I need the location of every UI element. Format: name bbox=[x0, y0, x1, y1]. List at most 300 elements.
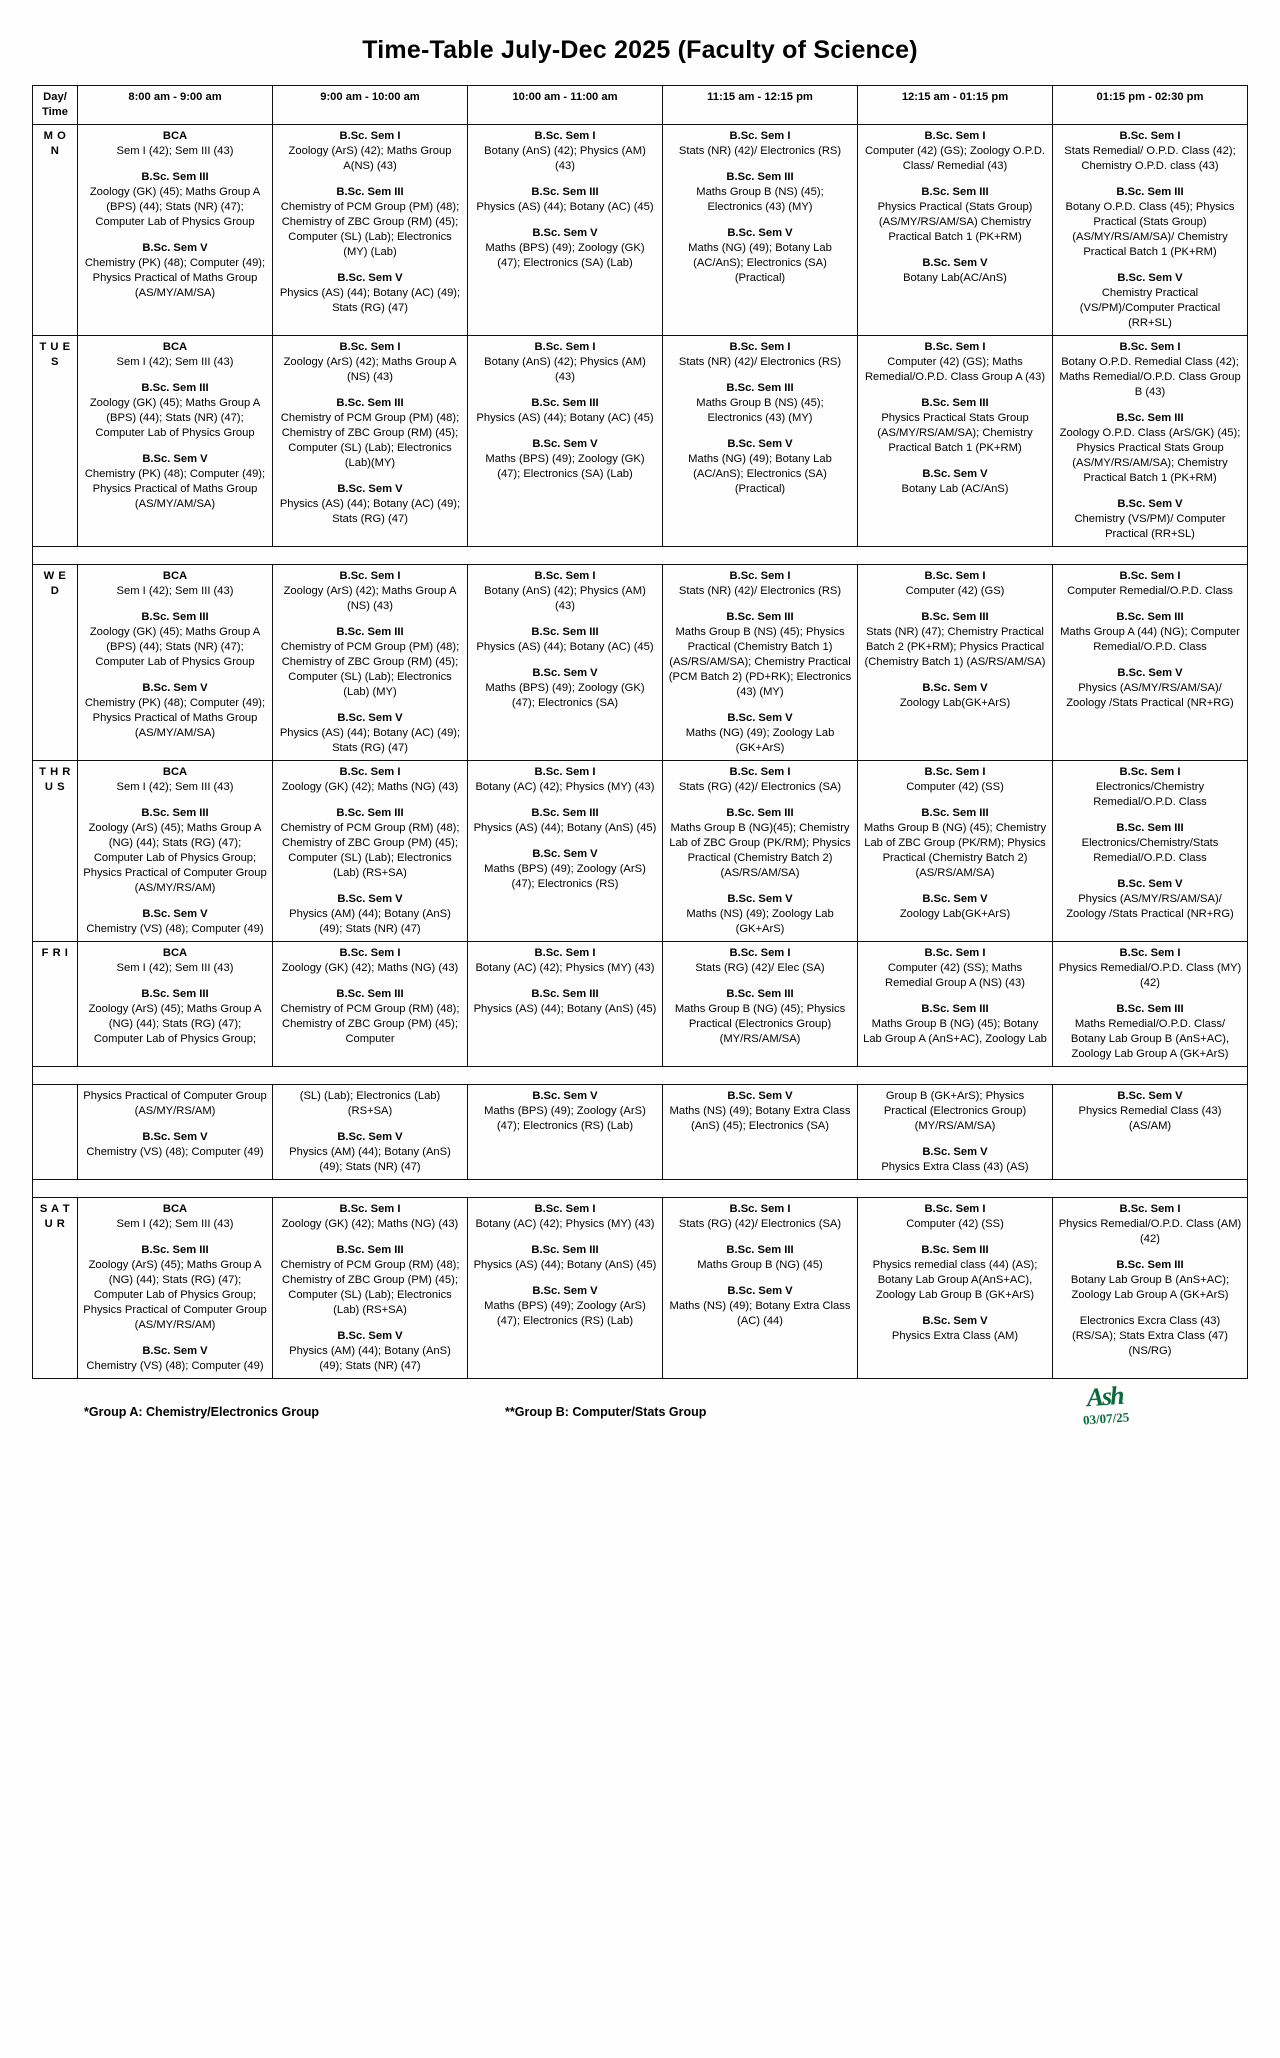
session-detail: Computer Remedial/O.P.D. Class bbox=[1067, 585, 1233, 597]
session-block bbox=[668, 892, 852, 937]
session-heading: B.Sc. Sem I bbox=[534, 947, 596, 959]
session-heading: B.Sc. Sem V bbox=[142, 1131, 208, 1143]
session-detail: Sem I (42); Sem III (43) bbox=[116, 145, 234, 157]
session-cell bbox=[858, 1085, 1053, 1180]
session-heading: B.Sc. Sem I bbox=[534, 766, 596, 778]
session-block bbox=[863, 806, 1047, 881]
session-cell bbox=[663, 942, 858, 1067]
session-detail: Maths Group B (NS) (45); Physics Practical (Chemistry Batch 1) (AS/RS/AM/SA); Chemistry Practical (PCM Batch 2) (PD+RK); Electronics (43) (MY) bbox=[668, 626, 852, 698]
day-label: T H R U S bbox=[33, 761, 78, 942]
session-block bbox=[863, 1314, 1047, 1344]
session-heading: B.Sc. Sem I bbox=[339, 766, 401, 778]
session-cell bbox=[663, 565, 858, 761]
timetable-header bbox=[33, 86, 1248, 125]
session-block bbox=[668, 1284, 852, 1329]
session-detail: Maths (NS) (49); Botany Extra Class (AC) (44) bbox=[669, 1300, 851, 1327]
session-block bbox=[278, 340, 462, 385]
session-heading: B.Sc. Sem V bbox=[142, 1345, 208, 1357]
session-cell bbox=[273, 1085, 468, 1180]
session-block bbox=[278, 129, 462, 174]
session-heading: B.Sc. Sem III bbox=[141, 1244, 209, 1256]
session-detail: Physics (AS) (44); Botany (AC) (45) bbox=[476, 201, 654, 213]
session-detail: Chemistry (VS) (48); Computer (49) bbox=[86, 1360, 264, 1372]
session-heading: B.Sc. Sem III bbox=[141, 611, 209, 623]
session-block bbox=[863, 1243, 1047, 1303]
session-heading: B.Sc. Sem V bbox=[532, 438, 598, 450]
session-heading: B.Sc. Sem I bbox=[729, 1203, 791, 1215]
session-cell bbox=[858, 336, 1053, 547]
session-detail: Stats (RG) (42)/ Electronics (SA) bbox=[678, 781, 842, 793]
session-block bbox=[863, 946, 1047, 991]
session-heading: BCA bbox=[162, 766, 188, 778]
session-block bbox=[668, 765, 852, 795]
session-cell bbox=[858, 565, 1053, 761]
session-detail: Maths (BPS) (49); Zoology (ArS) (47); Electronics (RS) (Lab) bbox=[484, 1300, 646, 1327]
session-heading: B.Sc. Sem V bbox=[1117, 272, 1183, 284]
session-cell bbox=[78, 761, 273, 942]
session-block bbox=[1058, 666, 1242, 711]
session-heading: B.Sc. Sem I bbox=[339, 130, 401, 142]
session-heading: B.Sc. Sem V bbox=[337, 1131, 403, 1143]
session-block bbox=[668, 1089, 852, 1134]
session-cell bbox=[1053, 125, 1248, 336]
session-heading: B.Sc. Sem I bbox=[339, 947, 401, 959]
row-separator bbox=[33, 547, 1248, 565]
day-label: W E D bbox=[33, 565, 78, 761]
session-detail: Maths Group B (NS) (45); Electronics (43) (MY) bbox=[696, 186, 824, 213]
session-heading: B.Sc. Sem III bbox=[921, 611, 989, 623]
session-cell bbox=[273, 1198, 468, 1379]
session-detail: Maths (NG) (49); Botany Lab (AC/AnS); Electronics (SA) (Practical) bbox=[688, 242, 832, 284]
session-block bbox=[278, 711, 462, 756]
session-heading: B.Sc. Sem III bbox=[921, 397, 989, 409]
session-detail: Chemistry of PCM Group (PM) (48); Chemistry of ZBC Group (RM) (45); Computer (SL) (Lab); Electronics (Lab) (MY) bbox=[280, 641, 460, 698]
timetable-row bbox=[33, 942, 1248, 1067]
session-block bbox=[668, 129, 852, 159]
session-detail: Zoology (ArS) (45); Maths Group A (NG) (44); Stats (RG) (47); Computer Lab of Physics Group; bbox=[88, 1003, 262, 1045]
session-block bbox=[473, 987, 657, 1017]
session-block bbox=[83, 170, 267, 230]
session-detail: Stats Remedial/ O.P.D. Class (42); Chemistry O.P.D. class (43) bbox=[1064, 145, 1236, 172]
session-block bbox=[83, 1344, 267, 1374]
session-block bbox=[83, 681, 267, 741]
session-block bbox=[668, 711, 852, 756]
session-block bbox=[83, 987, 267, 1047]
session-block bbox=[278, 765, 462, 795]
session-heading: B.Sc. Sem V bbox=[532, 227, 598, 239]
session-heading: B.Sc. Sem I bbox=[729, 570, 791, 582]
session-block bbox=[668, 226, 852, 286]
session-block bbox=[1058, 411, 1242, 486]
session-detail: Zoology (ArS) (45); Maths Group A (NG) (44); Stats (RG) (47); Computer Lab of Physics Group; Physics Practical of Computer Group (AS/MY/RS/AM) bbox=[83, 1259, 267, 1331]
footnote-group-b: **Group B: Computer/Stats Group bbox=[505, 1405, 707, 1419]
session-detail: Physics (AS) (44); Botany (AnS) (45) bbox=[473, 1003, 657, 1015]
session-heading: B.Sc. Sem V bbox=[337, 272, 403, 284]
session-cell bbox=[858, 1198, 1053, 1379]
session-detail: Physics (AS) (44); Botany (AnS) (45) bbox=[473, 822, 657, 834]
session-block bbox=[668, 340, 852, 370]
session-cell bbox=[78, 125, 273, 336]
session-detail: Physics (AM) (44); Botany (AnS) (49); Stats (NR) (47) bbox=[289, 1345, 451, 1372]
session-detail: Stats (NR) (42)/ Electronics (RS) bbox=[678, 145, 842, 157]
session-heading: B.Sc. Sem III bbox=[531, 186, 599, 198]
session-detail: Computer (42) (GS); Maths Remedial/O.P.D. Class Group A (43) bbox=[864, 356, 1046, 383]
session-heading: B.Sc. Sem I bbox=[1119, 947, 1181, 959]
session-detail: Electronics/Chemistry/Stats Remedial/O.P.D. Class bbox=[1081, 837, 1219, 864]
session-block bbox=[83, 129, 267, 159]
session-heading: B.Sc. Sem V bbox=[532, 1090, 598, 1102]
session-cell bbox=[663, 336, 858, 547]
session-detail: Botany (AnS) (42); Physics (AM) (43) bbox=[484, 356, 646, 383]
session-heading: B.Sc. Sem V bbox=[337, 712, 403, 724]
session-cell bbox=[663, 1085, 858, 1180]
session-detail: Chemistry (VS) (48); Computer (49) bbox=[86, 923, 264, 935]
session-heading: B.Sc. Sem I bbox=[924, 766, 986, 778]
session-heading: B.Sc. Sem III bbox=[1116, 611, 1184, 623]
session-detail: Maths Group B (NG) (45) bbox=[697, 1259, 823, 1271]
session-block bbox=[1058, 271, 1242, 331]
session-detail: Maths (BPS) (49); Zoology (GK) (47); Electronics (SA) (Lab) bbox=[485, 453, 645, 480]
session-detail: Physics (AS) (44); Botany (AC) (49); Stats (RG) (47) bbox=[279, 727, 461, 754]
session-block bbox=[863, 256, 1047, 286]
session-block bbox=[668, 946, 852, 976]
session-detail: Zoology (GK) (42); Maths (NG) (43) bbox=[281, 1218, 459, 1230]
column-header-0: 8:00 am - 9:00 am bbox=[78, 86, 273, 125]
session-detail: Botany (AC) (42); Physics (MY) (43) bbox=[475, 1218, 655, 1230]
day-label: T U E S bbox=[33, 336, 78, 547]
session-block bbox=[1058, 765, 1242, 810]
timetable-row bbox=[33, 1085, 1248, 1180]
session-detail: Stats (NR) (42)/ Electronics (RS) bbox=[678, 356, 842, 368]
session-block bbox=[473, 437, 657, 482]
session-heading: B.Sc. Sem V bbox=[727, 893, 793, 905]
session-detail: Maths Remedial/O.P.D. Class/ Botany Lab Group B (AnS+AC), Zoology Lab Group A (GK+ArS) bbox=[1070, 1018, 1230, 1060]
session-heading: B.Sc. Sem III bbox=[921, 1003, 989, 1015]
session-block bbox=[863, 892, 1047, 922]
session-detail: Computer (42) (SS) bbox=[906, 1218, 1004, 1230]
session-cell bbox=[468, 1085, 663, 1180]
session-detail: Computer (42) (SS) bbox=[906, 781, 1004, 793]
session-block bbox=[668, 1243, 852, 1273]
session-heading: B.Sc. Sem V bbox=[922, 893, 988, 905]
session-detail: Computer (42) (GS) bbox=[905, 585, 1005, 597]
session-block bbox=[278, 892, 462, 937]
session-heading: B.Sc. Sem I bbox=[924, 570, 986, 582]
session-detail: Chemistry of PCM Group (PM) (48); Chemistry of ZBC Group (RM) (45); Computer (SL) (Lab); Electronics (MY) (Lab) bbox=[280, 201, 460, 258]
session-detail: Electronics Excra Class (43) (RS/SA); Stats Extra Class (47) (NS/RG) bbox=[1071, 1315, 1229, 1357]
session-heading: B.Sc. Sem V bbox=[922, 468, 988, 480]
session-block bbox=[668, 170, 852, 215]
session-detail: Sem I (42); Sem III (43) bbox=[116, 962, 234, 974]
session-heading: B.Sc. Sem III bbox=[921, 186, 989, 198]
session-block bbox=[863, 396, 1047, 456]
session-detail: Stats (RG) (42)/ Elec (SA) bbox=[695, 962, 825, 974]
session-detail: Botany O.P.D. Class (45); Physics Practical (Stats Group) (AS/MY/RS/AM/SA)/ Chemistry Practical Batch 1 (PK+RM) bbox=[1065, 201, 1235, 258]
session-heading: B.Sc. Sem I bbox=[729, 766, 791, 778]
session-heading: B.Sc. Sem I bbox=[924, 1203, 986, 1215]
header-row bbox=[33, 86, 1248, 125]
session-heading: B.Sc. Sem V bbox=[142, 242, 208, 254]
session-heading: B.Sc. Sem V bbox=[532, 1285, 598, 1297]
session-block bbox=[83, 610, 267, 670]
session-detail: Physics Remedial/O.P.D. Class (AM) (42) bbox=[1058, 1218, 1242, 1245]
session-cell bbox=[1053, 565, 1248, 761]
session-block bbox=[83, 340, 267, 370]
session-heading: B.Sc. Sem V bbox=[337, 483, 403, 495]
session-block bbox=[83, 1130, 267, 1160]
session-detail: Zoology (GK) (45); Maths Group A (BPS) (44); Stats (NR) (47); Computer Lab of Physics Group bbox=[89, 626, 261, 668]
session-heading: B.Sc. Sem V bbox=[142, 453, 208, 465]
session-heading: B.Sc. Sem V bbox=[727, 712, 793, 724]
session-block bbox=[278, 1089, 462, 1119]
timetable-row bbox=[33, 125, 1248, 336]
session-detail: Physics Practical (Stats Group) (AS/MY/RS/AM/SA) Chemistry Practical Batch 1 (PK+RM) bbox=[877, 201, 1033, 243]
session-heading: BCA bbox=[162, 947, 188, 959]
session-block bbox=[473, 185, 657, 215]
session-block bbox=[473, 340, 657, 385]
session-detail: Sem I (42); Sem III (43) bbox=[116, 585, 234, 597]
session-detail: Chemistry Practical (VS/PM)/Computer Practical (RR+SL) bbox=[1079, 287, 1221, 329]
session-heading: B.Sc. Sem III bbox=[726, 382, 794, 394]
session-detail: Chemistry of PCM Group (RM) (48); Chemistry of ZBC Group (PM) (45); Computer (SL) (Lab); Electronics (Lab) (RS+SA) bbox=[280, 1259, 460, 1316]
session-heading: B.Sc. Sem I bbox=[1119, 1203, 1181, 1215]
session-heading: B.Sc. Sem V bbox=[727, 1285, 793, 1297]
session-cell bbox=[468, 1198, 663, 1379]
session-cell bbox=[78, 942, 273, 1067]
session-cell bbox=[663, 761, 858, 942]
session-detail: Maths Group B (NS) (45); Electronics (43) (MY) bbox=[696, 397, 824, 424]
session-heading: B.Sc. Sem I bbox=[924, 947, 986, 959]
session-heading: B.Sc. Sem III bbox=[1116, 1259, 1184, 1271]
session-heading: B.Sc. Sem III bbox=[336, 397, 404, 409]
session-heading: B.Sc. Sem III bbox=[141, 988, 209, 1000]
session-block bbox=[473, 129, 657, 174]
session-block bbox=[473, 569, 657, 614]
signature-date: 03/07/25 bbox=[1082, 1408, 1130, 1428]
session-heading: B.Sc. Sem I bbox=[729, 947, 791, 959]
session-heading: B.Sc. Sem III bbox=[531, 807, 599, 819]
session-cell bbox=[78, 565, 273, 761]
session-detail: Sem I (42); Sem III (43) bbox=[116, 781, 234, 793]
session-block bbox=[1058, 946, 1242, 991]
session-detail: Botany (AC) (42); Physics (MY) (43) bbox=[475, 781, 655, 793]
session-heading: B.Sc. Sem III bbox=[726, 171, 794, 183]
session-detail: Sem I (42); Sem III (43) bbox=[116, 356, 234, 368]
session-block bbox=[473, 666, 657, 711]
session-block bbox=[278, 271, 462, 316]
session-detail: Zoology (GK) (45); Maths Group A (BPS) (44); Stats (NR) (47); Computer Lab of Physics Group bbox=[89, 397, 261, 439]
session-cell bbox=[1053, 1085, 1248, 1180]
session-heading: BCA bbox=[162, 130, 188, 142]
session-cell bbox=[1053, 761, 1248, 942]
session-heading: B.Sc. Sem III bbox=[336, 807, 404, 819]
column-header-1: 9:00 am - 10:00 am bbox=[273, 86, 468, 125]
session-detail: Physics (AM) (44); Botany (AnS)(49); Stats (NR) (47) bbox=[289, 908, 451, 935]
session-heading: B.Sc. Sem V bbox=[1117, 498, 1183, 510]
session-block bbox=[668, 569, 852, 599]
session-block bbox=[1058, 340, 1242, 400]
session-heading: B.Sc. Sem III bbox=[1116, 822, 1184, 834]
session-detail: Physics Practical Stats Group (AS/MY/RS/AM/SA); Chemistry Practical Batch 1 (PK+RM) bbox=[877, 412, 1033, 454]
session-detail: Botany Lab(AC/AnS) bbox=[903, 272, 1007, 284]
session-heading: B.Sc. Sem V bbox=[922, 257, 988, 269]
session-heading: B.Sc. Sem I bbox=[1119, 766, 1181, 778]
session-block bbox=[278, 396, 462, 471]
session-detail: Chemistry of PCM Group (PM) (48); Chemistry of ZBC Group (RM) (45); Computer (SL) (Lab); Electronics (Lab)(MY) bbox=[280, 412, 460, 469]
session-block bbox=[863, 185, 1047, 245]
session-block bbox=[1058, 1089, 1242, 1134]
session-block bbox=[863, 681, 1047, 711]
session-block bbox=[473, 1202, 657, 1232]
session-block bbox=[863, 610, 1047, 670]
session-heading: B.Sc. Sem III bbox=[141, 171, 209, 183]
session-block bbox=[473, 847, 657, 892]
session-detail: Physics remedial class (44) (AS); Botany Lab Group A(AnS+AC), Zoology Lab Group B (GK+ArS) bbox=[872, 1259, 1038, 1301]
session-heading: B.Sc. Sem III bbox=[531, 397, 599, 409]
session-heading: B.Sc. Sem V bbox=[142, 908, 208, 920]
session-detail: Zoology O.P.D. Class (ArS/GK) (45); Physics Practical Stats Group (AS/MY/RS/AM/SA); Chemistry Practical Batch 1 (PK+RM) bbox=[1059, 427, 1241, 484]
timetable-row bbox=[33, 565, 1248, 761]
session-heading: B.Sc. Sem III bbox=[1116, 1003, 1184, 1015]
session-block bbox=[1058, 877, 1242, 922]
session-block bbox=[863, 1202, 1047, 1232]
session-heading: B.Sc. Sem I bbox=[534, 570, 596, 582]
session-heading: B.Sc. Sem III bbox=[531, 626, 599, 638]
session-detail: Maths Group A (44) (NG); Computer Remedial/O.P.D. Class bbox=[1060, 626, 1240, 653]
session-block bbox=[473, 765, 657, 795]
session-block bbox=[668, 806, 852, 881]
session-cell bbox=[858, 761, 1053, 942]
session-block bbox=[278, 987, 462, 1047]
column-header-5: 01:15 pm - 02:30 pm bbox=[1053, 86, 1248, 125]
session-detail: Zoology (ArS) (45); Maths Group A (NG) (44); Stats (RG) (47); Computer Lab of Physics Group; Physics Practical of Computer Group (AS/MY/RS/AM) bbox=[83, 822, 267, 894]
day-label: S A T U R bbox=[33, 1198, 78, 1379]
session-detail: Computer (42) (SS); Maths Remedial Group A (NS) (43) bbox=[885, 962, 1025, 989]
session-block bbox=[863, 765, 1047, 795]
page-title: Time-Table July-Dec 2025 (Faculty of Science) bbox=[362, 36, 918, 64]
session-cell bbox=[273, 336, 468, 547]
session-detail: Botany O.P.D. Remedial Class (42); Maths Remedial/O.P.D. Class Group B (43) bbox=[1059, 356, 1241, 398]
session-heading: B.Sc. Sem I bbox=[729, 341, 791, 353]
session-cell bbox=[273, 125, 468, 336]
session-cell bbox=[78, 1198, 273, 1379]
session-detail: Physics Extra Class (43) (AS) bbox=[881, 1161, 1029, 1173]
session-heading: B.Sc. Sem I bbox=[534, 341, 596, 353]
session-heading: B.Sc. Sem V bbox=[1117, 667, 1183, 679]
session-detail: Botany (AC) (42); Physics (MY) (43) bbox=[475, 962, 655, 974]
session-cell bbox=[663, 1198, 858, 1379]
session-detail: Maths (BPS) (49); Zoology (GK) (47); Electronics (SA) (Lab) bbox=[485, 242, 645, 269]
session-block bbox=[1058, 497, 1242, 542]
row-separator bbox=[33, 1067, 1248, 1085]
session-detail: Physics (AS) (44); Botany (AC) (49); Stats (RG) (47) bbox=[279, 498, 461, 525]
session-detail: Physics Practical of Computer Group (AS/MY/RS/AM) bbox=[83, 1090, 267, 1117]
session-block bbox=[668, 610, 852, 700]
session-heading: B.Sc. Sem III bbox=[531, 988, 599, 1000]
session-heading: B.Sc. Sem V bbox=[532, 848, 598, 860]
day-label bbox=[33, 1085, 78, 1180]
session-detail: Maths (BPS) (49); Zoology (ArS) (47); Electronics (RS) (Lab) bbox=[484, 1105, 646, 1132]
session-detail: Maths Group B (NG) (45); Chemistry Lab of ZBC Group (PK/RM); Physics Practical (Chemistry Batch 2) (AS/RS/AM/SA) bbox=[863, 822, 1047, 879]
session-detail: Maths (NG) (49); Zoology Lab (GK+ArS) bbox=[685, 727, 835, 754]
session-heading: B.Sc. Sem V bbox=[1117, 878, 1183, 890]
session-cell bbox=[273, 942, 468, 1067]
session-block bbox=[83, 1202, 267, 1232]
session-detail: Stats (NR) (42)/ Electronics (RS) bbox=[678, 585, 842, 597]
session-detail: Zoology Lab(GK+ArS) bbox=[899, 697, 1011, 709]
session-detail: Maths (BPS) (49); Zoology (GK) (47); Electronics (SA) bbox=[485, 682, 645, 709]
session-detail: Chemistry (VS) (48); Computer (49) bbox=[86, 1146, 264, 1158]
row-separator-cell bbox=[33, 1180, 1248, 1198]
session-cell bbox=[273, 761, 468, 942]
session-heading: B.Sc. Sem V bbox=[922, 1315, 988, 1327]
session-block bbox=[83, 569, 267, 599]
session-cell bbox=[468, 942, 663, 1067]
row-separator-cell bbox=[33, 547, 1248, 565]
session-detail: Physics (AS) (44); Botany (AC) (49); Stats (RG) (47) bbox=[279, 287, 461, 314]
session-heading: BCA bbox=[162, 570, 188, 582]
session-heading: B.Sc. Sem V bbox=[727, 438, 793, 450]
session-heading: B.Sc. Sem V bbox=[922, 682, 988, 694]
session-heading: B.Sc. Sem I bbox=[339, 341, 401, 353]
session-detail: Maths Group B (NG) (45); Physics Practical (Electronics Group) (MY/RS/AM/SA) bbox=[674, 1003, 846, 1045]
footnotes bbox=[32, 1380, 1248, 1428]
signature bbox=[1080, 1381, 1129, 1427]
timetable-row bbox=[33, 336, 1248, 547]
session-heading: B.Sc. Sem I bbox=[924, 341, 986, 353]
session-detail: Stats (RG) (42)/ Electronics (SA) bbox=[678, 1218, 842, 1230]
session-detail: Chemistry (VS/PM)/ Computer Practical (RR+SL) bbox=[1074, 513, 1226, 540]
session-heading: BCA bbox=[162, 1203, 188, 1215]
session-block bbox=[473, 1284, 657, 1329]
timetable bbox=[32, 85, 1248, 1379]
session-detail: Physics (AS) (44); Botany (AC) (45) bbox=[476, 412, 654, 424]
session-heading: B.Sc. Sem I bbox=[729, 130, 791, 142]
session-block bbox=[278, 569, 462, 614]
session-heading: B.Sc. Sem V bbox=[532, 667, 598, 679]
session-block bbox=[473, 396, 657, 426]
signature-mark: Ash bbox=[1085, 1380, 1124, 1413]
session-block bbox=[1058, 821, 1242, 866]
session-block bbox=[278, 1202, 462, 1232]
session-heading: B.Sc. Sem III bbox=[141, 382, 209, 394]
session-block bbox=[473, 226, 657, 271]
day-label: F R I bbox=[33, 942, 78, 1067]
session-block bbox=[278, 1329, 462, 1374]
session-detail: Zoology Lab(GK+ArS) bbox=[899, 908, 1011, 920]
session-detail: Zoology (GK) (42); Maths (NG) (43) bbox=[281, 781, 459, 793]
session-detail: Physics Remedial/O.P.D. Class (MY) (42) bbox=[1058, 962, 1242, 989]
session-heading: BCA bbox=[162, 341, 188, 353]
session-block bbox=[473, 1243, 657, 1273]
session-detail: Maths (NS) (49); Zoology Lab (GK+ArS) bbox=[686, 908, 834, 935]
session-heading: B.Sc. Sem I bbox=[924, 130, 986, 142]
session-detail: Botany Lab (AC/AnS) bbox=[901, 483, 1009, 495]
session-heading: B.Sc. Sem III bbox=[141, 807, 209, 819]
session-cell bbox=[78, 336, 273, 547]
column-header-3: 11:15 am - 12:15 pm bbox=[663, 86, 858, 125]
session-detail: Chemistry of PCM Group (RM) (48); Chemistry of ZBC Group (PM) (45); Computer bbox=[280, 1003, 460, 1045]
session-detail: Chemistry (PK) (48); Computer (49); Physics Practical of Maths Group (AS/MY/AM/SA) bbox=[84, 468, 266, 510]
session-block bbox=[863, 1002, 1047, 1047]
session-detail: Chemistry of PCM Group (RM) (48); Chemistry of ZBC Group (PM) (45); Computer (SL) (Lab); Electronics (Lab) (RS+SA) bbox=[280, 822, 460, 879]
timetable-body bbox=[33, 125, 1248, 1379]
corner-header: Day/ Time bbox=[33, 86, 78, 125]
session-detail: (SL) (Lab); Electronics (Lab)(RS+SA) bbox=[299, 1090, 441, 1117]
session-heading: B.Sc. Sem III bbox=[1116, 186, 1184, 198]
session-cell bbox=[663, 125, 858, 336]
session-block bbox=[1058, 129, 1242, 174]
